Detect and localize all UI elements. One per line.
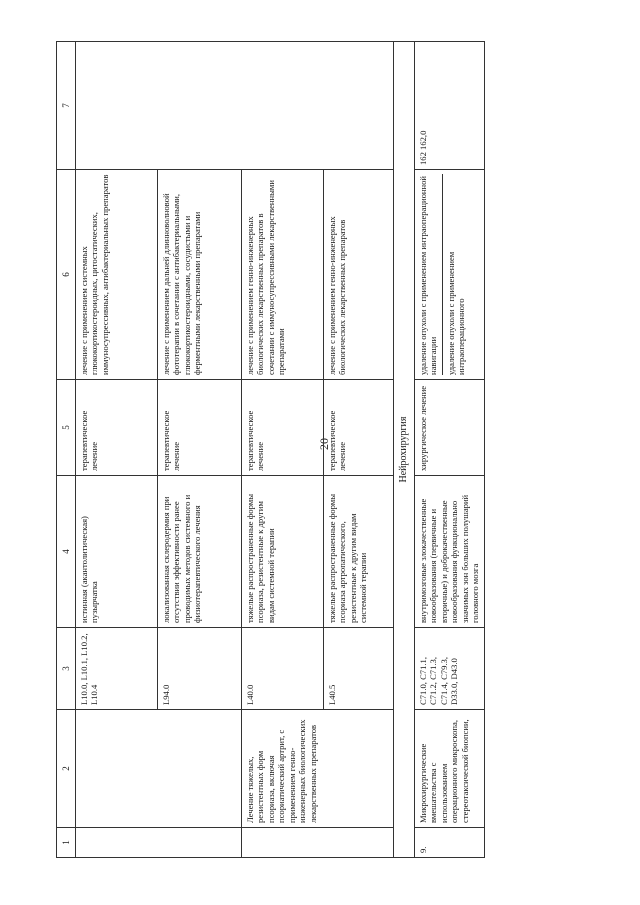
method-cell: лечение с применением генно-инженерных биологических лекарственных препаратов в сочетании с иммуносупрессивными лекарственными препаратами <box>242 170 324 380</box>
disease-cell: внутримозговые злокачественные новообразования (первичные и вторичные) и доброкачественные новообразования функционально значимых зон больших полушарий головного мозга <box>415 476 485 628</box>
disease-cell: тяжелые распространенные формы псориаза артропатического, резистентные к другим видам системной терапии <box>324 476 394 628</box>
treatment-type-cell: терапевтическое лечение <box>158 380 242 476</box>
method-item: удаление опухоли с применением интраоперационного <box>445 251 467 375</box>
column-number-2: 2 <box>57 710 76 828</box>
section-row <box>394 42 415 858</box>
column-number-6: 6 <box>57 170 76 380</box>
column-number-4: 4 <box>57 476 76 628</box>
treatment-type-cell: терапевтическое лечение <box>324 380 394 476</box>
number-cell <box>76 828 242 858</box>
header-row <box>57 42 76 858</box>
name-cell: Лечение тяжелых, резистентных форм псориаза, включая псориатический артрит, с применением генно-инженерных биологических лекарственных препаратов <box>242 710 394 828</box>
disease-cell: истинная (акантолитическая) пузырчатка <box>76 476 158 628</box>
treatment-type-cell: терапевтическое лечение <box>76 380 158 476</box>
table-row <box>415 42 485 858</box>
disease-cell: тяжелые распространенные формы псориаза, резистентные к другим видам системной терапии <box>242 476 324 628</box>
name-cell <box>76 710 242 828</box>
method-cell: лечение с применением дальней длинноволновой фототерапии в сочетании с антибактериальными, глюкокортикостероидными, сосудистыми и ферментными лекарственными препаратами <box>158 170 242 380</box>
table-row <box>76 42 158 858</box>
price-cell: 162 162,0 <box>415 42 485 170</box>
document-table-sheet <box>56 42 481 858</box>
method-cell <box>415 170 485 380</box>
codes-cell: L40.5 <box>324 628 394 710</box>
method-cell: лечение с применением системных глюкокортикостероидных, цитостатических, иммуносупрессивных, антибактериальных препаратов <box>76 170 158 380</box>
price-cell <box>76 42 394 170</box>
section-heading: Нейрохирургия <box>394 42 415 858</box>
codes-cell: L10.0, L10.1, L10.2, L10.4 <box>76 628 158 710</box>
codes-cell: L40.0 <box>242 628 324 710</box>
method-item: удаление опухоли с применением интраоперационной навигации <box>418 174 443 375</box>
codes-cell: C71.0, C71.1, C71.2, C71.3, C71.4, C79.3, D33.0, D43.0 <box>415 628 485 710</box>
medical-care-table <box>56 41 485 858</box>
name-cell: Микрохирургические вмешательства с использованием операционного микроскопа, стереотаксической биопсии, <box>415 710 485 828</box>
disease-cell: локализованная склеродермия при отсутствии эффективности ранее проводимых методов системного и физиотерапевтического лечения <box>158 476 242 628</box>
page-number: 20 <box>317 438 331 450</box>
number-cell: 9. <box>415 828 485 858</box>
treatment-type-cell: терапевтическое лечение <box>242 380 324 476</box>
column-number-5: 5 <box>57 380 76 476</box>
treatment-type-cell: хирургическое лечение <box>415 380 485 476</box>
column-number-3: 3 <box>57 628 76 710</box>
codes-cell: L94.0 <box>158 628 242 710</box>
method-cell: лечение с применением генно-инженерных биологических лекарственных препаратов <box>324 170 394 380</box>
column-number-7: 7 <box>57 42 76 170</box>
column-number-1: 1 <box>57 828 76 858</box>
number-cell <box>242 828 394 858</box>
